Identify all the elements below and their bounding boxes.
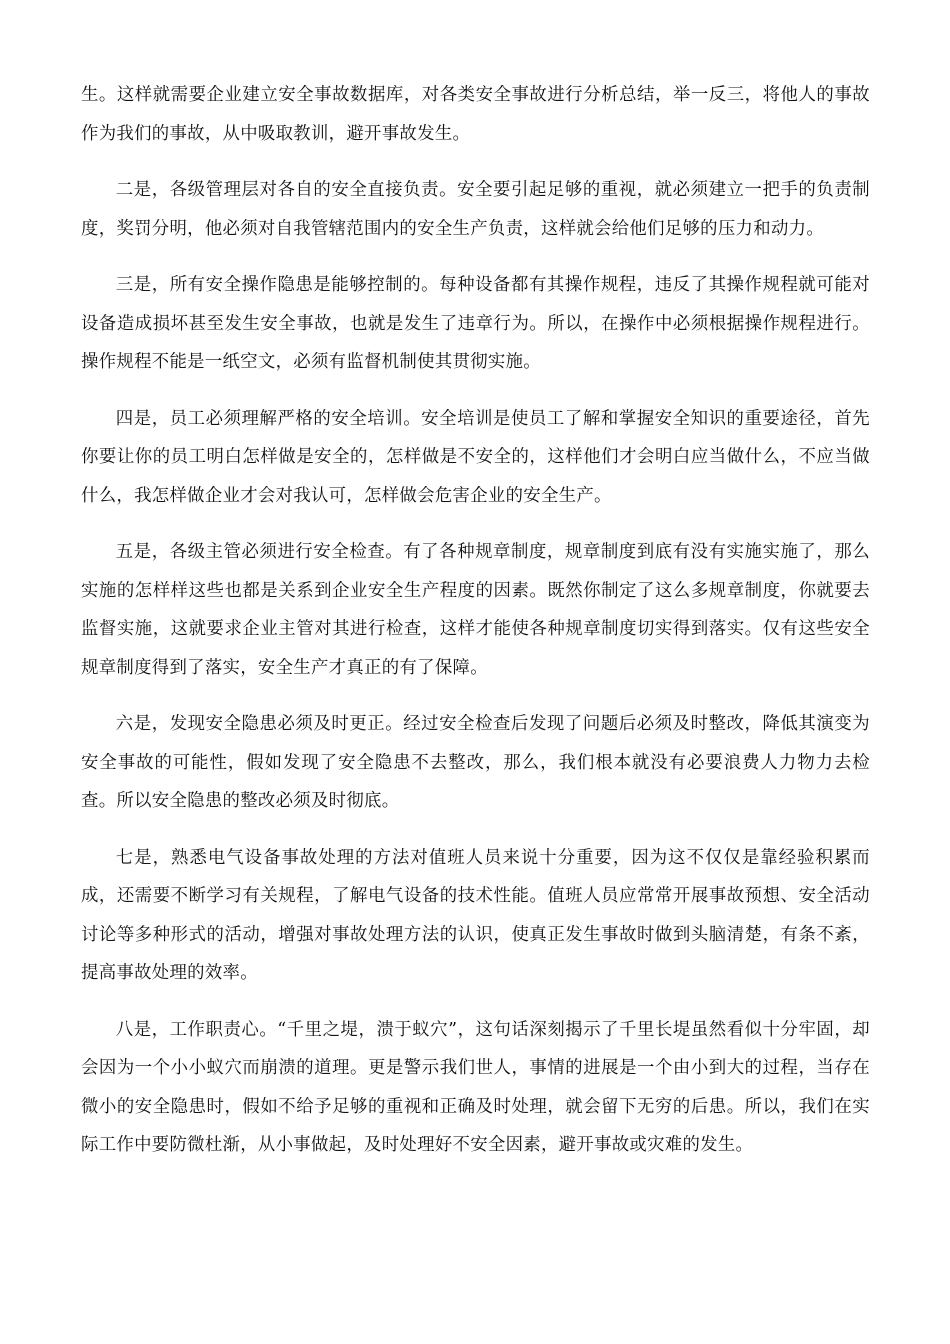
- paragraph-point-4: 四是，员工必须理解严格的安全培训。安全培训是使员工了解和掌握安全知识的重要途径，首先你要让你的员工明白怎样做是安全的，怎样做是不安全的，这样他们才会明白应当做什么，不应当做什么，我怎样做企业才会对我认可，怎样做会危害企业的安全生产。: [81, 408, 870, 506]
- paragraph-point-5: 五是，各级主管必须进行安全检查。有了各种规章制度，规章制度到底有没有实施实施了，那么实施的怎样样这些也都是关系到企业安全生产程度的因素。既然你制定了这么多规章制度，你就要去监督实施，这就要求企业主管对其进行检查，这样才能使各种规章制度切实得到落实。仅有这些安全规章制度得到了落实，安全生产才真正的有了保障。: [81, 542, 870, 678]
- paragraph-point-6: 六是，发现安全隐患必须及时更正。经过安全检查后发现了问题后必须及时整改，降低其演变为安全事故的可能性，假如发现了安全隐患不去整改，那么，我们根本就没有必要浪费人力物力去检查。所以安全隐患的整改必须及时彻底。: [81, 714, 870, 811]
- paragraph-point-3: 三是，所有安全操作隐患是能够控制的。每种设备都有其操作规程，违反了其操作规程就可能对设备造成损坏甚至发生安全事故，也就是发生了违章行为。所以，在操作中必须根据操作规程进行。操作规程不能是一纸空文，必须有监督机制使其贯彻实施。: [81, 275, 870, 372]
- document-body: [81, 76, 870, 1183]
- paragraph-point-7: 七是，熟悉电气设备事故处理的方法对值班人员来说十分重要，因为这不仅仅是靠经验积累而成，还需要不断学习有关规程，了解电气设备的技术性能。值班人员应常常开展事故预想、安全活动讨论等多种形式的活动，增强对事故处理方法的认识，使真正发生事故时做到头脑清楚，有条不紊，提高事故处理的效率。: [81, 847, 870, 983]
- paragraph-point-2: 二是，各级管理层对各自的安全直接负责。安全要引起足够的重视，就必须建立一把手的负责制度，奖罚分明，他必须对自我管辖范围内的安全生产负责，这样就会给他们足够的压力和动力。: [81, 180, 870, 239]
- paragraph-continuation: 生。这样就需要企业建立安全事故数据库，对各类安全事故进行分析总结，举一反三，将他人的事故作为我们的事故，从中吸取教训，避开事故发生。: [81, 85, 870, 144]
- paragraph-point-8: 八是，工作职责心。“千里之堤，溃于蚁穴”，这句话深刻揭示了千里长堤虽然看似十分牢固，却会因为一个小小蚁穴而崩溃的道理。更是警示我们世人，事情的进展是一个由小到大的过程，当存在微小的安全隐患时，假如不给予足够的重视和正确及时处理，就会留下无穷的后患。所以，我们在实际工作中要防微杜渐，从小事做起，及时处理好不安全因素，避开事故或灾难的发生。: [81, 1019, 870, 1155]
